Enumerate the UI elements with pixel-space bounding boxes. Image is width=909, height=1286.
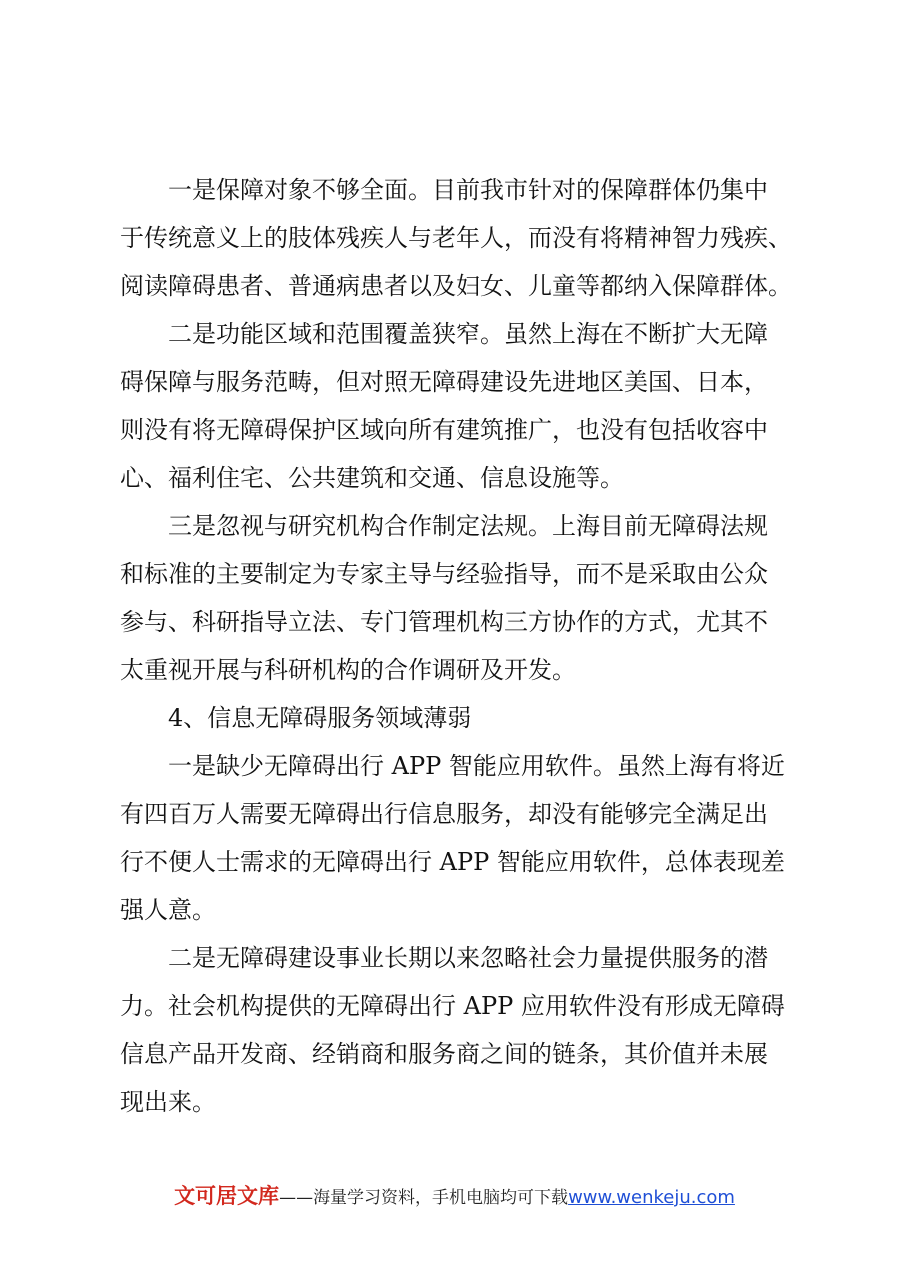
paragraph-3 — [120, 502, 800, 694]
paragraph-line: 有四百万人需要无障碍出行信息服务，却没有能够完全满足出 — [120, 800, 768, 828]
paragraph-line: 于传统意义上的肢体残疾人与老年人，而没有将精神智力残疾、 — [120, 224, 792, 252]
paragraph-line: 信息产品开发商、经销商和服务商之间的链条，其价值并未展 — [120, 1040, 768, 1068]
paragraph-line: 力。社会机构提供的无障碍出行 APP 应用软件没有形成无障碍 — [120, 992, 785, 1020]
paragraph-line: 一是保障对象不够全面。目前我市针对的保障群体仍集中 — [168, 176, 768, 204]
footer-site-link[interactable]: www.wenkeju.com — [568, 1187, 735, 1208]
paragraph-2 — [120, 310, 800, 502]
footer-banner — [0, 1180, 909, 1216]
paragraph-line: 太重视开展与科研机构的合作调研及开发。 — [120, 656, 576, 684]
section-heading — [120, 694, 800, 742]
document-body — [120, 166, 800, 1126]
paragraph-line: 一是缺少无障碍出行 APP 智能应用软件。虽然上海有将近 — [168, 752, 785, 780]
paragraph-line: 和标准的主要制定为专家主导与经验指导，而不是采取由公众 — [120, 560, 768, 588]
paragraph-line: 碍保障与服务范畴，但对照无障碍建设先进地区美国、日本， — [120, 368, 768, 396]
paragraph-line: 强人意。 — [120, 896, 216, 924]
paragraph-5 — [120, 742, 800, 934]
paragraph-line: 现出来。 — [120, 1088, 216, 1116]
footer-brand: 文可居文库 — [174, 1184, 280, 1208]
paragraph-1 — [120, 166, 800, 310]
paragraph-line: 二是功能区域和范围覆盖狭窄。虽然上海在不断扩大无障 — [168, 320, 768, 348]
paragraph-6 — [120, 934, 800, 1126]
paragraph-line: 行不便人士需求的无障碍出行 APP 智能应用软件，总体表现差 — [120, 848, 785, 876]
paragraph-line: 则没有将无障碍保护区域向所有建筑推广，也没有包括收容中 — [120, 416, 768, 444]
paragraph-line: 三是忽视与研究机构合作制定法规。上海目前无障碍法规 — [168, 512, 768, 540]
section-heading-text: 4、信息无障碍服务领域薄弱 — [168, 704, 472, 732]
paragraph-line: 参与、科研指导立法、专门管理机构三方协作的方式，尤其不 — [120, 608, 768, 636]
paragraph-line: 阅读障碍患者、普通病患者以及妇女、儿童等都纳入保障群体。 — [120, 272, 792, 300]
paragraph-line: 二是无障碍建设事业长期以来忽略社会力量提供服务的潜 — [168, 944, 768, 972]
footer-slogan: ——海量学习资料，手机电脑均可下载 — [279, 1188, 569, 1208]
paragraph-line: 心、福利住宅、公共建筑和交通、信息设施等。 — [120, 464, 624, 492]
